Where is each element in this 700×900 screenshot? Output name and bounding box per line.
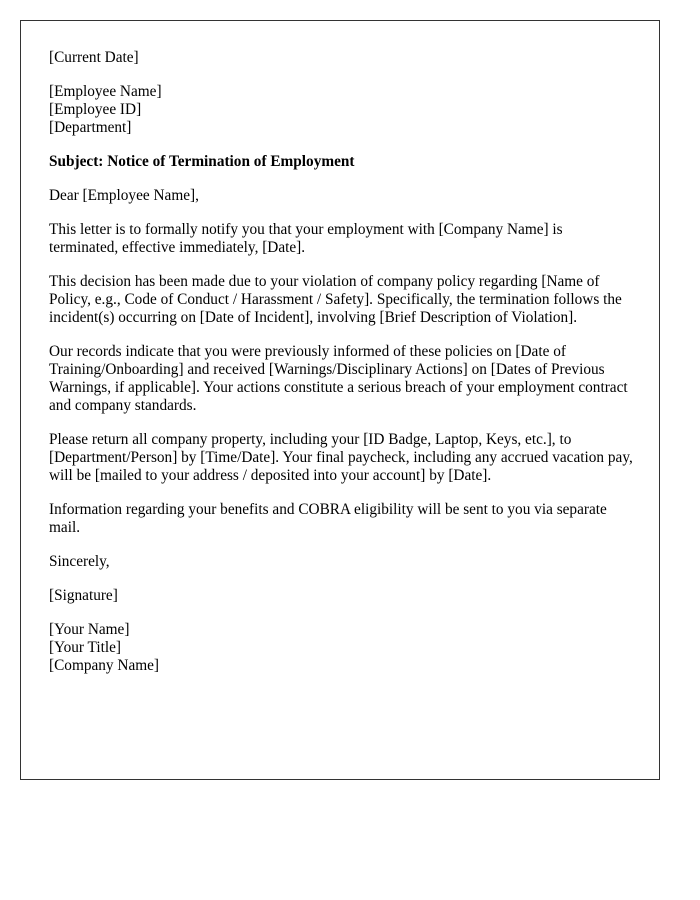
paragraph-records: Our records indicate that you were previously informed of these policies on [Date of Training/Onboarding] and received [Warnings/Disciplinary Actions] on [Dates of Previous Warnings, if applicable]. Your actions constitute a serious breach of your employment contract and company standards. [49,343,628,414]
recipient-name: [Employee Name] [49,83,162,100]
recipient-department: [Department] [49,119,132,136]
sender-title: [Your Title] [49,639,121,656]
letter-salutation: Dear [Employee Name], [49,187,199,204]
sender-company: [Company Name] [49,657,160,674]
sender-name: [Your Name] [49,621,130,638]
sender-block [49,621,633,675]
letter-closing: Sincerely, [49,553,110,570]
letter-date: [Current Date] [49,49,139,66]
paragraph-notice: This letter is to formally notify you that your employment with [Company Name] is terminated, effective immediately, [Date]. [49,221,563,256]
letter-subject: Subject: Notice of Termination of Employment [49,153,355,170]
paragraph-property: Please return all company property, including your [ID Badge, Laptop, Keys, etc.], to [Department/Person] by [Time/Date]. Your final paycheck, including any accrued vacation pay, will be [mailed to your address / deposited into your account] by [Date]. [49,431,633,484]
letter-page [20,20,660,780]
recipient-id: [Employee ID] [49,101,142,118]
letter-signature: [Signature] [49,587,118,604]
paragraph-benefits: Information regarding your benefits and COBRA eligibility will be sent to you via separate mail. [49,501,607,536]
recipient-block [49,83,633,137]
paragraph-reason: This decision has been made due to your violation of company policy regarding [Name of Policy, e.g., Code of Conduct / Harassment / Safety]. Specifically, the termination follows the incident(s) occurring on [Date of Incident], involving [Brief Description of Violation]. [49,273,622,326]
